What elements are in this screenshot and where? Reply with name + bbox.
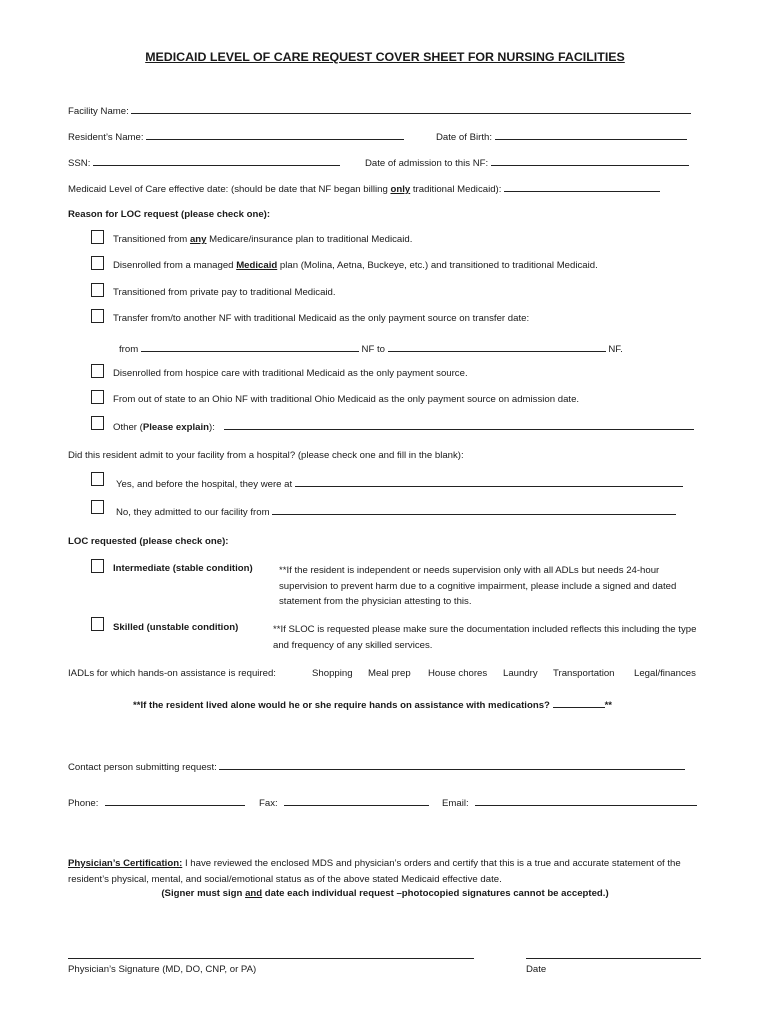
reason-option-1 bbox=[113, 234, 412, 245]
reason-option-2 bbox=[113, 260, 598, 271]
page-title: MEDICAID LEVEL OF CARE REQUEST COVER SHEET FOR NURSING FACILITIES bbox=[145, 50, 625, 64]
certification-note bbox=[0, 888, 770, 899]
loc-effective-row bbox=[68, 182, 660, 195]
facility-name-field[interactable] bbox=[131, 104, 691, 114]
reason-checkbox-4[interactable] bbox=[91, 309, 104, 323]
transfer-nf-end: NF. bbox=[608, 344, 623, 355]
transfer-row bbox=[119, 342, 623, 355]
loc-effective-label-2: traditional Medicaid): bbox=[410, 184, 502, 195]
resident-name-row bbox=[68, 130, 404, 143]
reason-checkbox-2[interactable] bbox=[91, 256, 104, 270]
reason-heading: Reason for LOC request (please check one): bbox=[68, 209, 271, 220]
email-label: Email: bbox=[442, 798, 469, 809]
ssn-row bbox=[68, 156, 340, 169]
hospital-yes-field[interactable] bbox=[295, 477, 683, 487]
certification-note-a: (Signer must sign bbox=[161, 888, 246, 899]
reason-option-7-bold: Please explain bbox=[142, 422, 209, 433]
lived-alone-suffix: ** bbox=[604, 700, 613, 711]
loc-requested-heading: LOC requested (please check one): bbox=[68, 536, 229, 547]
certification-text: I have reviewed the enclosed MDS and physician’s orders and certify that this is a true and accurate statement of the resident’s physical, mental, and social/emotional status as of the above stated Medicaid effective date. bbox=[68, 858, 681, 885]
fax-label: Fax: bbox=[259, 798, 278, 809]
contact-person-row bbox=[68, 760, 685, 773]
hospital-no-row bbox=[116, 505, 676, 518]
iadl-shopping[interactable]: Shopping bbox=[312, 668, 353, 679]
hospital-question: Did this resident admit to your facility from a hospital? (please check one and fill in the blank): bbox=[68, 450, 464, 461]
dob-row bbox=[436, 130, 687, 143]
email-field[interactable] bbox=[475, 796, 697, 806]
lived-alone-question: **If the resident lived alone would he or she require hands on assistance with medications? bbox=[133, 700, 550, 711]
transfer-nf-to-label: NF to bbox=[361, 344, 385, 355]
skilled-checkbox[interactable] bbox=[91, 617, 104, 631]
reason-checkbox-1[interactable] bbox=[91, 230, 104, 244]
hospital-yes-row bbox=[116, 477, 683, 490]
iadl-transportation[interactable]: Transportation bbox=[553, 668, 615, 679]
iadl-house-chores[interactable]: House chores bbox=[428, 668, 488, 679]
signature-field[interactable] bbox=[68, 950, 474, 959]
other-explain-field[interactable] bbox=[224, 420, 694, 430]
admission-label: Date of admission to this NF: bbox=[365, 158, 489, 169]
facility-name-label: Facility Name: bbox=[68, 106, 129, 117]
reason-option-2-medicaid: Medicaid bbox=[236, 260, 278, 271]
fax-row bbox=[259, 796, 429, 809]
hospital-yes-label: Yes, and before the hospital, they were at bbox=[116, 479, 293, 490]
reason-checkbox-7[interactable] bbox=[91, 416, 104, 430]
signature-date-field[interactable] bbox=[526, 950, 701, 959]
hospital-no-checkbox[interactable] bbox=[91, 500, 104, 514]
skilled-label: Skilled (unstable condition) bbox=[113, 622, 239, 633]
iadl-legal-finances[interactable]: Legal/finances bbox=[634, 668, 696, 679]
certification-heading: Physician’s Certification: bbox=[68, 858, 183, 869]
reason-option-6: From out of state to an Ohio NF with traditional Ohio Medicaid as the only payment source on admission date. bbox=[113, 394, 580, 405]
loc-effective-field[interactable] bbox=[504, 182, 660, 192]
certification-note-b: date each individual request –photocopied signatures cannot be accepted.) bbox=[262, 888, 609, 899]
phone-field[interactable] bbox=[105, 796, 245, 806]
hospital-yes-checkbox[interactable] bbox=[91, 472, 104, 486]
skilled-note: **If SLOC is requested please make sure the documentation included reflects this including the type and frequency of any skilled services. bbox=[273, 624, 697, 651]
reason-option-7 bbox=[113, 420, 694, 433]
ssn-label: SSN: bbox=[68, 158, 91, 169]
admission-field[interactable] bbox=[491, 156, 689, 166]
dob-field[interactable] bbox=[495, 130, 687, 140]
hospital-no-label: No, they admitted to our facility from bbox=[116, 507, 270, 518]
dob-label: Date of Birth: bbox=[436, 132, 492, 143]
ssn-field[interactable] bbox=[93, 156, 340, 166]
transfer-from-field[interactable] bbox=[141, 342, 359, 352]
reason-option-1-text-b: Medicare/insurance plan to traditional Medicaid. bbox=[206, 234, 413, 245]
intermediate-checkbox[interactable] bbox=[91, 559, 104, 573]
transfer-to-field[interactable] bbox=[388, 342, 606, 352]
iadl-meal-prep[interactable]: Meal prep bbox=[368, 668, 411, 679]
lived-alone-row bbox=[133, 698, 612, 711]
iadl-laundry[interactable]: Laundry bbox=[503, 668, 538, 679]
phone-label: Phone: bbox=[68, 798, 99, 809]
contact-person-field[interactable] bbox=[219, 760, 685, 770]
reason-option-2-text-b: plan (Molina, Aetna, Buckeye, etc.) and transitioned to traditional Medicaid. bbox=[277, 260, 598, 271]
reason-option-2-text-a: Disenrolled from a managed bbox=[113, 260, 237, 271]
reason-checkbox-6[interactable] bbox=[91, 390, 104, 404]
reason-option-5: Disenrolled from hospice care with traditional Medicaid as the only payment source. bbox=[113, 368, 468, 379]
iadls-label: IADLs for which hands-on assistance is required: bbox=[68, 668, 276, 679]
contact-person-label: Contact person submitting request: bbox=[68, 762, 217, 773]
fax-field[interactable] bbox=[284, 796, 429, 806]
signature-label: Physician’s Signature (MD, DO, CNP, or PA) bbox=[68, 964, 257, 975]
loc-effective-only: only bbox=[390, 184, 411, 195]
resident-name-label: Resident’s Name: bbox=[68, 132, 144, 143]
reason-option-4: Transfer from/to another NF with traditional Medicaid as the only payment source on transfer date: bbox=[113, 313, 530, 324]
phone-row bbox=[68, 796, 245, 809]
hospital-no-field[interactable] bbox=[272, 505, 676, 515]
reason-option-7-text-a: Other ( bbox=[113, 422, 143, 433]
intermediate-label: Intermediate (stable condition) bbox=[113, 563, 253, 574]
loc-effective-label-1: Medicaid Level of Care effective date: (should be date that NF began billing bbox=[68, 184, 391, 195]
transfer-from-label: from bbox=[119, 344, 139, 355]
certification-paragraph bbox=[68, 856, 702, 888]
reason-checkbox-5[interactable] bbox=[91, 364, 104, 378]
lived-alone-field[interactable] bbox=[553, 698, 605, 708]
signature-date-label: Date bbox=[526, 964, 547, 975]
certification-note-and: and bbox=[245, 888, 263, 899]
intermediate-note: **If the resident is independent or needs supervision only with all ADLs but needs 24-hour supervision to prevent harm due to a cognitive impairment, please include a signed and dated statement from the physician attesting to this. bbox=[279, 565, 677, 607]
reason-option-1-text-a: Transitioned from bbox=[113, 234, 190, 245]
email-row bbox=[442, 796, 697, 809]
resident-name-field[interactable] bbox=[146, 130, 404, 140]
reason-option-3: Transitioned from private pay to traditional Medicaid. bbox=[113, 287, 336, 298]
reason-checkbox-3[interactable] bbox=[91, 283, 104, 297]
facility-name-row bbox=[68, 104, 691, 117]
reason-option-1-any: any bbox=[189, 234, 207, 245]
reason-option-7-text-b: ): bbox=[209, 422, 215, 433]
admission-row bbox=[365, 156, 689, 169]
